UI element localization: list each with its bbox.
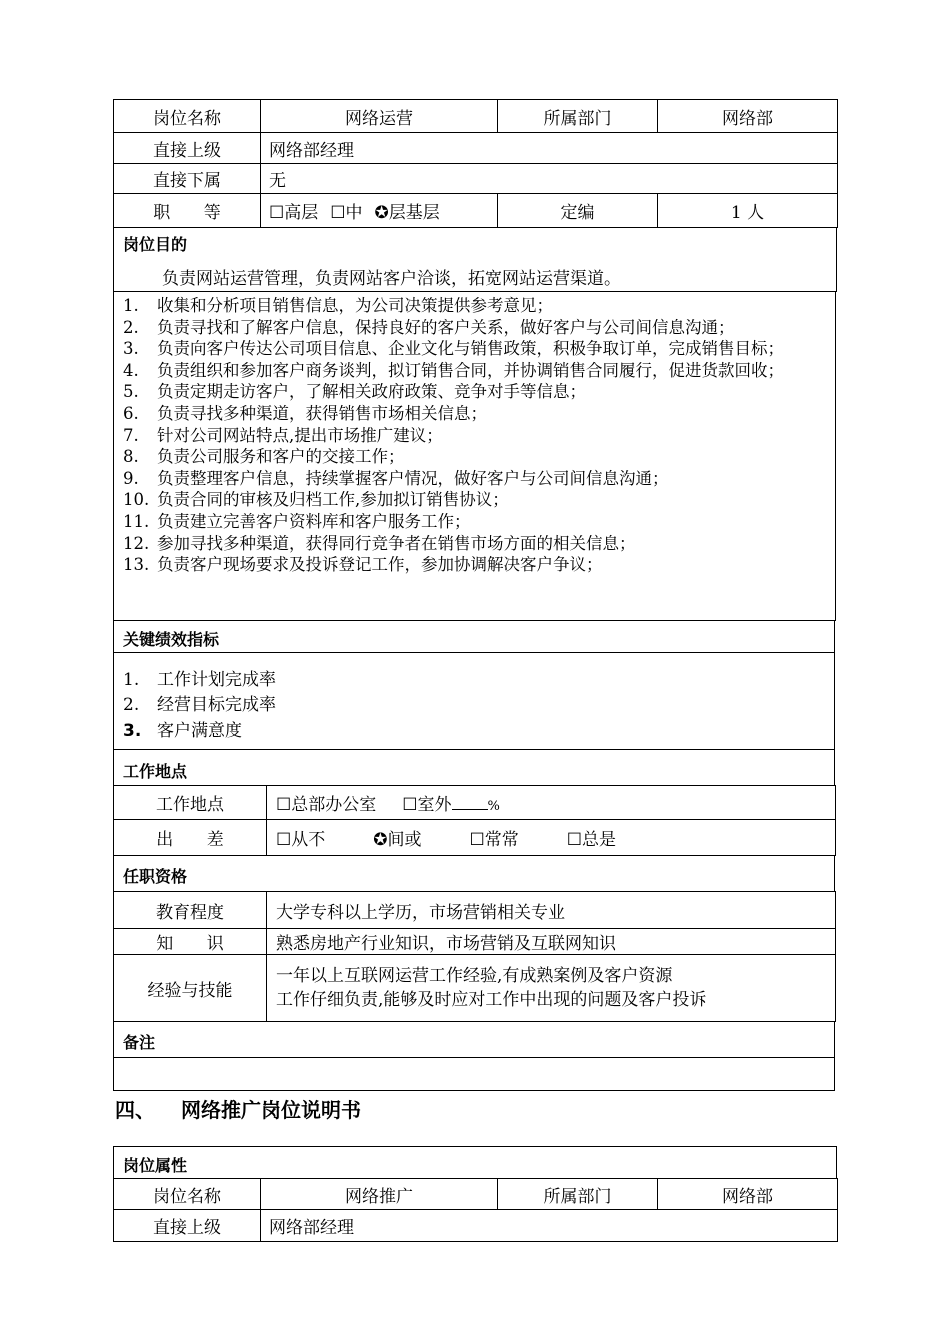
section-title: 网络推广岗位说明书 (181, 1098, 361, 1122)
location-heading: 工作地点 (123, 762, 188, 781)
attributes-heading-row (113, 1146, 837, 1179)
headcount-label: 定编 (498, 194, 658, 228)
travel-options (267, 820, 836, 856)
list-item: 8. 负责公司服务和客户的交接工作； (123, 447, 405, 467)
list-item: 12. 参加寻找多种渠道，获得同行竞争者在销售市场方面的相关信息； (123, 533, 636, 553)
grade-option-senior[interactable]: ☐高层 (269, 203, 319, 223)
qualification-heading: 任职资格 (123, 867, 188, 886)
place-options (267, 786, 836, 820)
experience-label: 经验与技能 (114, 955, 267, 1022)
superior-label: 直接上级 (114, 1210, 261, 1242)
remark-content (113, 1057, 835, 1091)
list-item: 5. 负责定期走访客户，了解相关政府政策、竞争对手等信息； (123, 382, 586, 402)
grade-label: 职 等 (114, 194, 261, 228)
experience-line-1: 一年以上互联网运营工作经验,有成熟案例及客户资源 (276, 966, 673, 986)
grade-option-base[interactable]: ✪层基层 (374, 203, 440, 223)
list-item: 13. 负责客户现场要求及投诉登记工作，参加协调解决客户争议； (123, 555, 603, 575)
place-label: 工作地点 (114, 786, 267, 820)
place-option-outdoor[interactable]: ☐室外 (402, 795, 452, 815)
section-heading (115, 1094, 361, 1123)
list-item: 1. 收集和分析项目销售信息，为公司决策提供参考意见； (123, 296, 553, 315)
list-item: 3. 负责向客户传达公司项目信息、企业文化与销售政策，积极争取订单，完成销售目标； (123, 339, 784, 359)
education-value: 大学专科以上学历，市场营销相关专业 (267, 892, 836, 929)
department-label: 所属部门 (498, 1179, 658, 1210)
place-option-hq[interactable]: ☐总部办公室 (276, 795, 377, 815)
list-item: 7. 针对公司网站特点,提出市场推广建议； (123, 425, 443, 445)
department-label: 所属部门 (498, 100, 658, 133)
travel-option-often[interactable]: ☐常常 (469, 830, 519, 850)
list-item: 10. 负责合同的审核及归档工作,参加拟订销售协议； (123, 490, 509, 510)
grade-option-middle[interactable]: ☐中 (330, 203, 363, 223)
purpose-text: 负责网站运营管理，负责网站客户洽谈，拓宽网站运营渠道。 (162, 269, 621, 289)
subordinate-label: 直接下属 (114, 164, 261, 194)
section-number: 四、 (115, 1098, 155, 1122)
basic-info-table-2 (113, 1178, 838, 1242)
purpose-heading: 岗位目的 (123, 235, 188, 254)
position-name-label: 岗位名称 (114, 1179, 261, 1210)
knowledge-label: 知 识 (114, 929, 267, 955)
list-item: 2. 负责寻找和了解客户信息，保持良好的客户关系，做好客户与公司间信息沟通； (123, 317, 735, 337)
department-value: 网络部 (658, 100, 838, 133)
list-item: 6. 负责寻找多种渠道，获得销售市场相关信息； (123, 403, 487, 423)
knowledge-value: 熟悉房地产行业知识，市场营销及互联网知识 (267, 929, 836, 955)
travel-option-never[interactable]: ☐从不 (276, 830, 326, 850)
list-item: 3. 客户满意度 (123, 721, 242, 741)
kpi-heading-row (113, 620, 835, 653)
experience-line-2: 工作仔细负责,能够及时应对工作中出现的问题及客户投诉 (276, 990, 707, 1010)
location-table (113, 785, 836, 856)
position-name-value: 网络推广 (261, 1179, 498, 1210)
subordinate-value: 无 (261, 164, 838, 194)
grade-options (261, 194, 498, 228)
kpi-heading: 关键绩效指标 (123, 630, 220, 649)
travel-option-always[interactable]: ☐总是 (566, 830, 616, 850)
superior-label: 直接上级 (114, 133, 261, 164)
list-item: 9. 负责整理客户信息，持续掌握客户情况，做好客户与公司间信息沟通； (123, 468, 669, 488)
travel-option-sometimes[interactable]: ✪间或 (373, 830, 422, 850)
remark-heading-row (113, 1021, 835, 1058)
superior-value: 网络部经理 (261, 1210, 838, 1242)
kpi-list (113, 652, 835, 750)
purpose-section (113, 227, 837, 292)
attributes-heading: 岗位属性 (123, 1156, 188, 1175)
superior-value: 网络部经理 (261, 133, 838, 164)
outdoor-percent-blank[interactable] (452, 795, 488, 810)
education-label: 教育程度 (114, 892, 267, 929)
remark-heading: 备注 (123, 1033, 156, 1052)
experience-value (267, 955, 836, 1022)
position-name-label: 岗位名称 (114, 100, 261, 133)
basic-info-table (113, 99, 838, 228)
list-item: 1. 工作计划完成率 (123, 670, 276, 690)
qualification-heading-row (113, 855, 835, 892)
duties-list (113, 291, 836, 621)
department-value: 网络部 (658, 1179, 838, 1210)
qualification-table (113, 891, 836, 1022)
position-name-value: 网络运营 (261, 100, 498, 133)
list-item: 2. 经营目标完成率 (123, 695, 276, 715)
travel-label: 出 差 (114, 820, 267, 856)
list-item: 4. 负责组织和参加客户商务谈判，拟订销售合同，并协调销售合同履行，促进货款回收； (123, 360, 784, 380)
location-heading-row (113, 749, 835, 786)
headcount-value: 1 人 (658, 194, 838, 228)
outdoor-percent-sign: % (487, 799, 500, 814)
list-item: 11. 负责建立完善客户资料库和客户服务工作； (123, 511, 471, 531)
